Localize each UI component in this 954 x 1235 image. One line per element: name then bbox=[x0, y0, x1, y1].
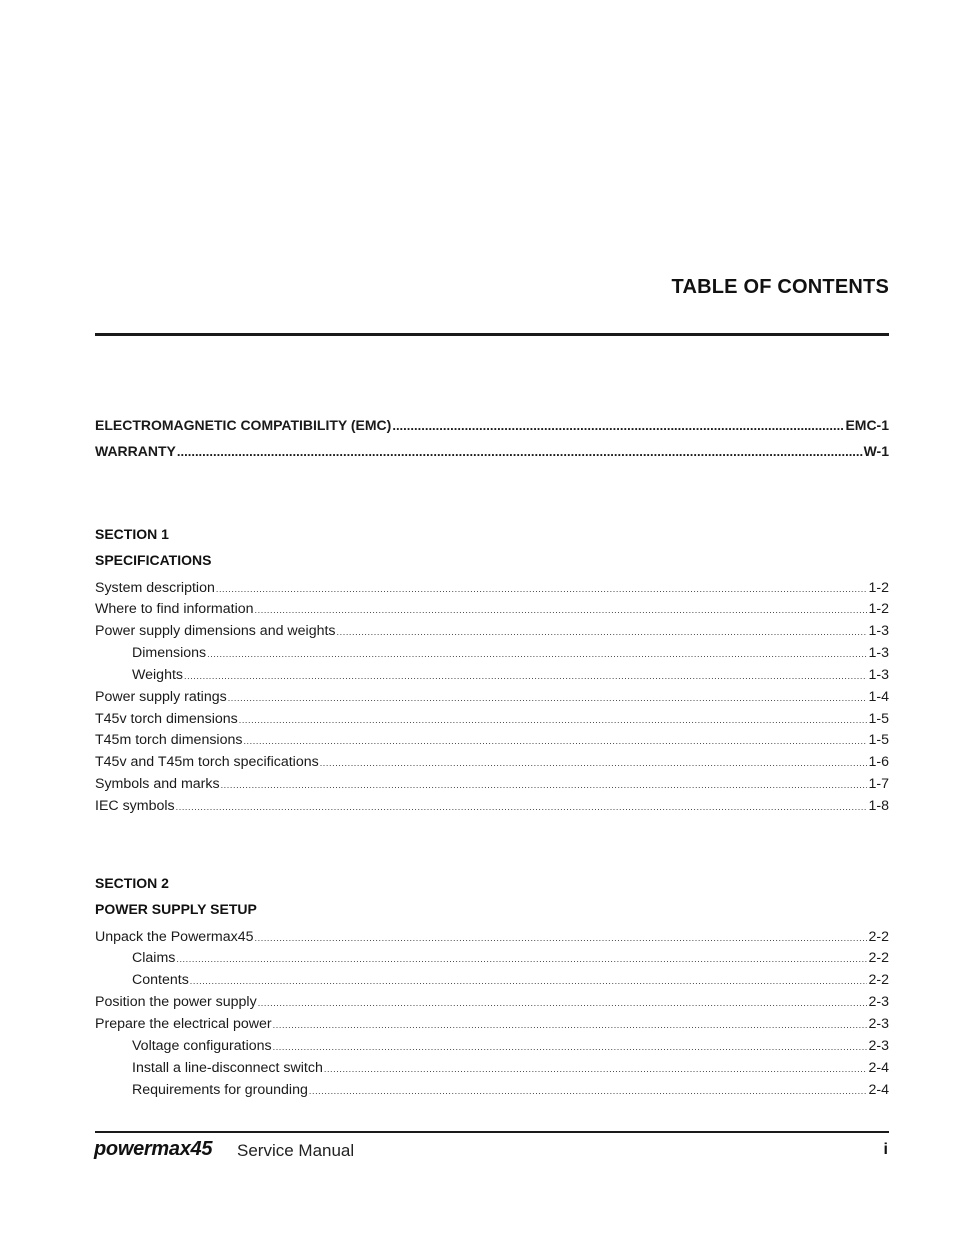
toc-entry[interactable] bbox=[95, 710, 889, 728]
toc-subentry[interactable] bbox=[95, 1081, 889, 1099]
toc-entry-page: 1-5 bbox=[868, 732, 889, 748]
dot-leader bbox=[239, 716, 868, 725]
toc-subentry[interactable] bbox=[95, 971, 889, 989]
toc-entry-emc[interactable] bbox=[95, 416, 889, 434]
dot-leader bbox=[255, 934, 868, 943]
toc-entry-page: 1-6 bbox=[868, 754, 889, 770]
dot-leader bbox=[309, 1087, 868, 1096]
toc-entry-page: EMC-1 bbox=[845, 417, 889, 433]
toc-entry-label: ELECTROMAGNETIC COMPATIBILITY (EMC) bbox=[95, 417, 392, 433]
toc-entry-label: T45m torch dimensions bbox=[95, 732, 243, 748]
dot-leader bbox=[324, 1065, 868, 1074]
dot-leader bbox=[255, 606, 868, 615]
toc-entry-label: Prepare the electrical power bbox=[95, 1016, 272, 1032]
toc-entry-page: 1-4 bbox=[868, 689, 889, 705]
toc-entry-label: Dimensions bbox=[132, 645, 207, 661]
toc-entry-label: Position the power supply bbox=[95, 994, 257, 1010]
toc-entry-page: 2-3 bbox=[868, 1016, 889, 1032]
dot-leader bbox=[337, 628, 868, 637]
page-title: TABLE OF CONTENTS bbox=[671, 276, 889, 298]
toc-entry-label: Voltage configurations bbox=[132, 1038, 272, 1054]
toc-entry[interactable] bbox=[95, 731, 889, 749]
toc-entry-label: Power supply ratings bbox=[95, 689, 227, 705]
toc-entry-label: Contents bbox=[132, 972, 189, 988]
toc-entry[interactable] bbox=[95, 928, 889, 946]
toc-entry-page: 2-3 bbox=[868, 994, 889, 1010]
page-number: i bbox=[883, 1141, 888, 1158]
toc-subentry[interactable] bbox=[95, 666, 889, 684]
dot-leader bbox=[258, 999, 868, 1008]
section-2-number: SECTION 2 bbox=[95, 875, 169, 891]
toc-entry-page: 2-2 bbox=[868, 972, 889, 988]
section-2-title: POWER SUPPLY SETUP bbox=[95, 901, 257, 917]
dot-leader bbox=[320, 759, 868, 768]
brand-logo: powermax45 bbox=[94, 1138, 213, 1160]
toc-entry-page: 1-2 bbox=[868, 580, 889, 596]
title-divider bbox=[95, 333, 889, 336]
section-1-number: SECTION 1 bbox=[95, 526, 169, 542]
toc-entry[interactable] bbox=[95, 600, 889, 618]
dot-leader bbox=[176, 803, 868, 812]
toc-entry-label: Power supply dimensions and weights bbox=[95, 623, 336, 639]
toc-entry[interactable] bbox=[95, 775, 889, 793]
toc-entry-page: 1-8 bbox=[868, 798, 889, 814]
toc-entry-page: 1-3 bbox=[868, 667, 889, 683]
toc-entry-page: 1-7 bbox=[868, 776, 889, 792]
toc-entry-label: Where to find information bbox=[95, 601, 254, 617]
toc-entry-label: Claims bbox=[132, 950, 176, 966]
toc-entry-label: Symbols and marks bbox=[95, 776, 220, 792]
toc-entry-page: 1-3 bbox=[868, 645, 889, 661]
dot-leader bbox=[184, 672, 867, 681]
dot-leader bbox=[392, 419, 844, 432]
toc-entry-page: 1-5 bbox=[868, 711, 889, 727]
dot-leader bbox=[221, 781, 868, 790]
toc-entry-warranty[interactable] bbox=[95, 442, 889, 460]
dot-leader bbox=[216, 585, 868, 594]
toc-entry[interactable] bbox=[95, 688, 889, 706]
toc-entry[interactable] bbox=[95, 622, 889, 640]
toc-entry-label: Requirements for grounding bbox=[132, 1082, 308, 1098]
section-1-title: SPECIFICATIONS bbox=[95, 552, 212, 568]
manual-title: Service Manual bbox=[237, 1141, 355, 1160]
dot-leader bbox=[190, 977, 868, 986]
toc-entry[interactable] bbox=[95, 579, 889, 597]
toc-entry-label: System description bbox=[95, 580, 215, 596]
dot-leader bbox=[273, 1021, 868, 1030]
toc-entry-page: 2-4 bbox=[868, 1082, 889, 1098]
toc-entry[interactable] bbox=[95, 753, 889, 771]
toc-entry-label: WARRANTY bbox=[95, 443, 176, 459]
dot-leader bbox=[177, 445, 863, 458]
toc-entry-label: IEC symbols bbox=[95, 798, 175, 814]
toc-entry-label: T45v and T45m torch specifications bbox=[95, 754, 319, 770]
dot-leader bbox=[207, 650, 867, 659]
toc-entry-page: 2-2 bbox=[868, 929, 889, 945]
toc-entry-page: 2-4 bbox=[868, 1060, 889, 1076]
toc-entry-label: Weights bbox=[132, 667, 183, 683]
footer-divider bbox=[95, 1131, 889, 1133]
toc-subentry[interactable] bbox=[95, 1059, 889, 1077]
dot-leader bbox=[273, 1043, 868, 1052]
dot-leader bbox=[228, 694, 868, 703]
toc-entry-page: 1-2 bbox=[868, 601, 889, 617]
toc-entry[interactable] bbox=[95, 993, 889, 1011]
dot-leader bbox=[243, 737, 867, 746]
dot-leader bbox=[176, 955, 867, 964]
toc-entry-label: Unpack the Powermax45 bbox=[95, 929, 254, 945]
toc-subentry[interactable] bbox=[95, 1037, 889, 1055]
toc-entry-page: 2-3 bbox=[868, 1038, 889, 1054]
toc-entry-label: T45v torch dimensions bbox=[95, 711, 238, 727]
toc-subentry[interactable] bbox=[95, 644, 889, 662]
toc-entry-label: Install a line-disconnect switch bbox=[132, 1060, 323, 1076]
toc-entry-page: 2-2 bbox=[868, 950, 889, 966]
toc-entry-page: W-1 bbox=[863, 443, 889, 459]
toc-subentry[interactable] bbox=[95, 949, 889, 967]
toc-entry-page: 1-3 bbox=[868, 623, 889, 639]
toc-entry[interactable] bbox=[95, 1015, 889, 1033]
toc-entry[interactable] bbox=[95, 797, 889, 815]
